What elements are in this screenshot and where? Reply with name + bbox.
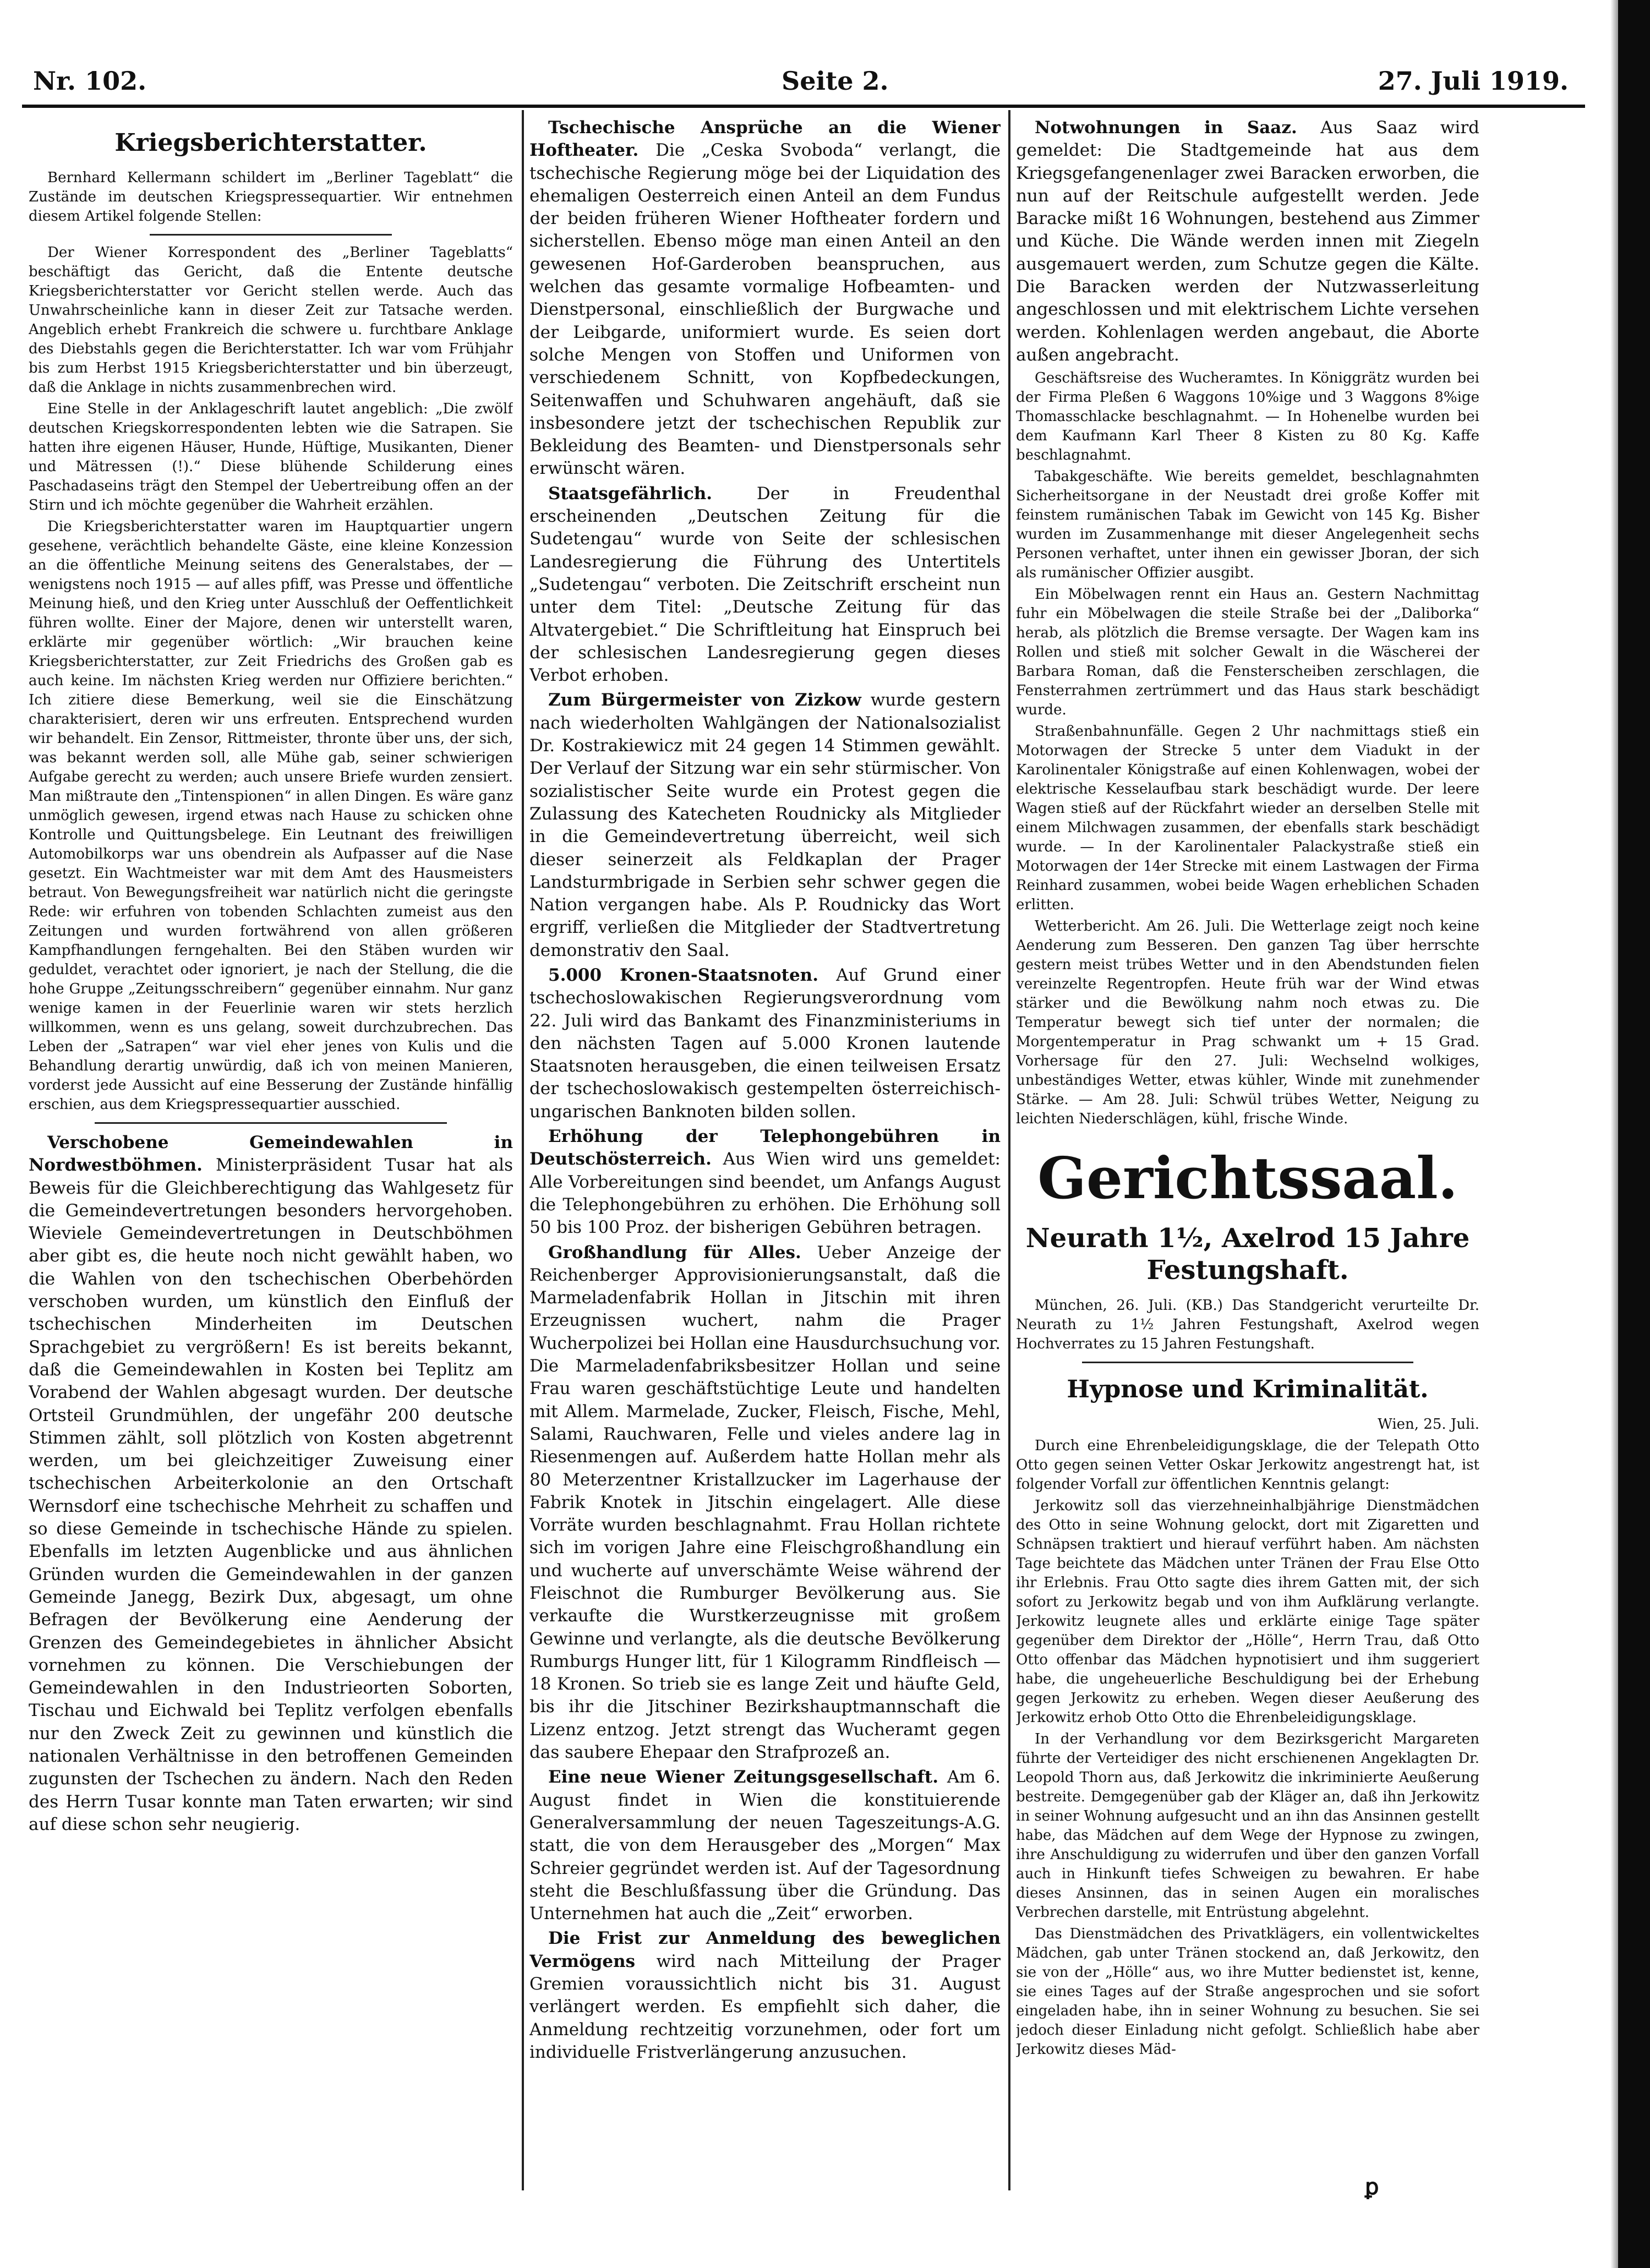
news-item: Straßenbahnunfälle. Gegen 2 Uhr nachmittags stieß ein Motorwagen der Strecke 5 unter dem Viadukt in der Karolinentaler Königstraße auf einen Kohlenwagen, wobei der elektrische Kesselaufbau stark beschädigt wurde. Der leere Wagen stieß auf der Rückfahrt wieder an derselben Stelle mit einem Milchwagen zusammen, der ebenfalls stark beschädigt wurde. — In der Karolinentaler Palackystraße stieß ein Motorwagen der 14er Strecke mit einem Lastwagen der Firma Reinhard zusammen, wobei beide Wagen erheblichen Schaden erlitten. <box>1016 723 1479 914</box>
article-body: Ministerpräsident Tusar hat als Beweis für die Gleichberechtigung das Wahlgesetz für die Gemeindevertretungen besonders hervorgehoben. Wieviele Gemeindevertretungen in Deutschböhmen aber gibt es, die heute noch nicht gewählt haben, wo die Wahlen von den tschechischen Oberbehörden verschoben wurden, um künstlich den Einfluß der tschechischen Minderheiten im Deutschen Sprachgebiet zu vergrößern! Es ist bereits bekannt, daß die Gemeindewahlen in Kosten bei Teplitz am Vorabend der Wahlen abgesagt wurden. Der deutsche Ortsteil Grundmühlen, der ungefähr 200 deutsche Stimmen zählt, soll plötzlich von Kosten abgetrennt werden, um bei gleichzeitiger Zuweisung einer tschechischen Arbeiterkolonie an den Ortschaft Wernsdorf eine tschechische Mehrheit zu schaffen und so diese Gemeinde in tschechische Hände zu spielen. Ebenfalls im letzten Augenblicke und aus ähnlichen Gründen wurden die Gemeindewahlen in der ganzen Gemeinde Janegg, Bezirk Dux, abgesagt, um ohne Befragen der Bevölkerung eine Aenderung der Grenzen des Gemeindegebietes in ähnlicher Absicht vornehmen zu können. Die Verschiebungen der Gemeindewahlen in den Industrieorten Soborten, Tischau und Eichwald bei Teplitz verfolgen ebenfalls nur den Zweck Zeit zu gewinnen und künstlich die nationalen Verhältnisse in den betroffenen Gemeinden zugunsten der Tschechen zu ändern. Nach den Reden des Herrn Tusar konnte man Taten erwarten; wir sind auf diese schon sehr neugierig. <box>29 1155 513 1834</box>
article-body: München, 26. Juli. (KB.) Das Standgericht verurteilte Dr. Neurath zu 1½ Jahren Festungshaft, Axelrod wegen Hochverrates zu 15 Jahren Festungshaft. <box>1016 1297 1479 1353</box>
dateline: Wien, 25. Juli. <box>1378 1416 1479 1433</box>
article-body: Ueber Anzeige der Reichenberger Approvisionierungsanstalt, daß die Marmeladenfabrik Hollan in Jitschin mit ihren Erzeugnissen wuchert, nahm die Prager Wucherpolizei bei Hollan eine Hausdurchsuchung vor. Die Marmeladenfabriksbesitzer Hollan und seine Frau waren geschäftstüchtige Leute und handelten mit Allem. Marmelade, Zucker, Fleisch, Fische, Mehl, Salami, Rauchwaren, Felle und vieles andere lag in Riesenmengen auf. Außerdem hatte Hollan mehr als 80 Meterzentner Kristallzucker im Lagerhause der Fabrik Knotek in Jitschin eingelagert. Alle diese Vorräte wurden beschlagnahmt. Frau Hollan richtete sich im vorigen Jahre eine Fleischgroßhandlung ein und wucherte auf unverschämte Weise während der Fleischnot die Rumburger Bevölkerung aus. Sie verkaufte die Wurstkerzeugnisse mit großem Gewinne und verlangte, als die deutsche Bevölkerung Rumburgs Hunger litt, für 1 Kilogramm Rindfleisch — 18 Kronen. So trieb sie es lange Zeit und häufte Geld, bis ihr die Jitschiner Bezirkshauptmannschaft die Lizenz entzog. Jetzt strengt das Wucheramt gegen das saubere Ehepaar den Strafprozeß an. <box>529 1242 1001 1763</box>
article-lead: Die Frist zur Anmeldung des beweglichen Vermögens <box>529 1928 1001 1971</box>
article-lead: Eine neue Wiener Zeitungsgesellschaft. <box>548 1767 938 1788</box>
article-paragraph: Jerkowitz soll das vierzehneinhalbjährige Dienstmädchen des Otto in seine Wohnung gelockt, dort mit Zigaretten und Schnäpsen traktiert und hierauf verführt haben. Am nächsten Tage beichtete das Mädchen unter Tränen der Frau Else Otto ihr Erlebnis. Frau Otto sagte dies ihrem Gatten mit, der sich sofort zu Jerkowitz begab und von ihm Aufklärung verlangte. Jerkowitz leugnete alles und erklärte einige Tage später gegenüber dem Direktor der „Hölle“, Herrn Trau, daß Otto Otto offenbar das Mädchen hypnotisiert und ihm suggeriert habe, die ungeheuerliche Beschuldigung bei der Erhebung gegen Jerkowitz zu erheben. Wegen dieser Aeußerung des Jerkowitz erhob Otto Otto die Ehrenbeleidigungsklage. <box>1016 1498 1479 1726</box>
article-zizkow <box>529 689 1001 962</box>
article-body: Aus Saaz wird gemeldet: Die Stadtgemeinde hat aus dem Kriegsgefangenenlager zwei Baracken erworben, die nun auf der Reitschule aufgestellt werden. Jede Baracke mißt 16 Wohnungen, bestehend aus Zimmer und Küche. Die Wände werden innen mit Ziegeln ausgemauert werden, zum Schutze gegen die Kälte. Die Baracken werden der Nutzwasserleitung angeschlossen und mit elektrischem Lichte versehen werden. Kohlenlagen werden angebaut, die Aborte außen angebracht. <box>1016 118 1479 365</box>
article-paragraph: Der Wiener Korrespondent des „Berliner Tageblatts“ beschäftigt das Gericht, daß die Entente deutsche Kriegsberichterstatter vor Gericht stellen werde. Auch das Unwahrscheinliche kann in dieser Zeit zur Tatsache werden. Angeblich erhebt Frankreich die schwere u. furchtbare Anklage des Diebstahls gegen die Berichterstatter. Ich war vom Frühjahr bis zum Herbst 1915 Kriegsberichterstatter und bin überzeugt, daß die Anklage in nichts zusammenbrechen wird. <box>29 244 513 396</box>
article-zeitungsgesellschaft <box>529 1766 1001 1925</box>
news-item: Ein Möbelwagen rennt ein Haus an. Gestern Nachmittag fuhr ein Möbelwagen die steile Straße bei der „Daliborka“ herab, als plötzlich die Bremse versagte. Der Wagen kam ins Rollen und stieß mit solcher Gewalt in die Wäscherei der Barbara Roman, daß die Fensterscheiben zerschlagen, die Fensterrahmen zertrümmert und das Haus stark beschädigt wurde. <box>1016 586 1479 719</box>
article-staatsgefaehrlich <box>529 483 1001 687</box>
printer-mark: ꝑ <box>1365 2174 1379 2200</box>
article-staatsnoten <box>529 964 1001 1123</box>
article-nordwestboehmen <box>29 1132 513 1836</box>
column-1 <box>29 117 513 2175</box>
article-body: Aus Wien wird uns gemeldet: Alle Vorbereitungen sind beendet, um Anfangs August die Telephongebühren zu erhöhen. Die Erhöhung soll 50 bis 100 Proz. der bisherigen Gebühren betragen. <box>529 1149 1001 1238</box>
column-2 <box>529 117 1001 2175</box>
divider <box>95 1122 447 1124</box>
article-body: wird nach Mitteilung der Prager Gremien voraussichtlich nicht bis 31. August verlängert werden. Es empfiehlt sich daher, die Anmeldung rechtzeitig vorzunehmen, oder fort um individuelle Fristverlängerung anzusuchen. <box>529 1951 1001 2062</box>
issue-date: 27. Juli 1919. <box>1378 66 1569 96</box>
headline-hypnose: Hypnose und Kriminalität. <box>1067 1375 1429 1404</box>
article-body: Die „Ceska Svoboda“ verlangt, die tschechische Regierung möge bei der Liquidation des ehemaligen Oesterreich einen Anteil an dem Fundus der beiden früheren Wiener Hoftheater fordern und sicherstellen. Ebenso möge man einen Anteil an den gewesenen Hof-Garderoben beanspruchen, aus welchen das gesamte vormalige Hofbeamten- und Dienstpersonal, einschließlich der Burgwache und der Leibgarde, uniformiert wurde. Es seien dort solche Mengen von Stoffen und Uniformen von verschiedenem Schnitt, von Kopfbedeckungen, Seitenwaffen und Schuhwaren angehäuft, daß sie insbesondere jetzt der tschechischen Republik zur Bekleidung des Beamten- und Dienstpersonals sehr erwünscht wären. <box>529 140 1001 479</box>
article-lead: Tschechische Ansprüche an die Wiener Hoftheater. <box>529 118 1001 161</box>
header-rule <box>22 105 1585 108</box>
article-lead: 5.000 Kronen-Staatsnoten. <box>548 965 819 985</box>
scan-edge <box>1618 0 1650 2268</box>
scan-shadow <box>1610 0 1618 2268</box>
article-lead: Verschobene Gemeindewahlen in Nordwestböhmen. <box>29 1133 513 1176</box>
divider <box>1082 1362 1413 1363</box>
article-lead: Staatsgefährlich. <box>548 483 713 504</box>
article-body: Am 6. August findet in Wien die konstituierende Generalversammlung der neuen Tageszeitungs-A.G. statt, die von dem Herausgeber des „Morgen“ Max Schreier gegründet werden ist. Auf der Tagesordnung steht die Beschlußfassung über die Gründung. Das Unternehmen hat auch die „Zeit“ erworben. <box>529 1767 1001 1924</box>
article-paragraph: Eine Stelle in der Anklageschrift lautet angeblich: „Die zwölf deutschen Kriegskorrespondenten lebten wie die Satrapen. Sie hatten ihre eigenen Häuser, Hunde, Hüftige, Musikanten, Diener und Mätressen (!).“ Diese blühende Schilderung eines Paschadaseins trägt den Stempel der Uebertreibung offen an der Stirn und ich möchte gegenüber die Wahrheit erzählen. <box>29 401 513 513</box>
headline-neurath-axelrod: Neurath 1½, Axelrod 15 Jahre Festungshaft. <box>1025 1223 1470 1286</box>
article-body: wurde gestern nach wiederholten Wahlgängen der Nationalsozialist Dr. Kostrakiewicz mit 24 gegen 14 Stimmen gewählt. Der Verlauf der Sitzung war ein sehr stürmischer. Von sozialistischer Seite wurde ein Protest gegen die Zulassung des Katecheten Roudnicky als Mitglieder in die Gemeindevertretung überreicht, weil sich dieser seinerzeit als Feldkaplan der Prager Landsturmbrigade in Serbien sehr schwer gegen die Nation vergangen habe. Als P. Roudnicky das Wort ergriff, verließen die Mitglieder der Stadtvertretung demonstrativ den Saal. <box>529 690 1001 960</box>
article-intro: Bernhard Kellermann schildert im „Berliner Tageblatt“ die Zustände im deutschen Kriegspressequartier. Wir entnehmen diesem Artikel folgende Stellen: <box>29 170 513 225</box>
article-frist <box>529 1927 1001 2064</box>
article-telephon <box>529 1125 1001 1239</box>
issue-number: Nr. 102. <box>33 66 147 96</box>
article-notwohnungen <box>1016 117 1479 367</box>
article-paragraph: Durch eine Ehrenbeleidigungsklage, die der Telepath Otto Otto gegen seinen Vetter Oskar Jerkowitz angestrengt hat, ist folgender Vorfall zur öffentlichen Kenntnis gelangt: <box>1016 1438 1479 1493</box>
column-divider-1 <box>522 110 524 2190</box>
page-number: Seite 2. <box>782 66 889 96</box>
weather-report: Wetterbericht. Am 26. Juli. Die Wetterlage zeigt noch keine Aenderung zum Besseren. Den ganzen Tag über herrschte gestern meist trübes Wetter und in den Abendstunden fielen vereinzelte Regentropfen. Heute früh war der Wind etwas stärker und die Bewölkung nahm noch etwas zu. Die Temperatur bewegt sich tief unter der normalen; die Morgentemperatur in Prag schwankt um + 15 Grad. Vorhersage für den 27. Juli: Wechselnd wolkiges, unbeständiges Wetter, etwas kühler, Winde mit zunehmender Stärke. — Am 28. Juli: Schwül trübes Wetter, Neigung zu leichten Niederschlägen, kühl, frische Winde. <box>1016 918 1479 1128</box>
article-lead: Erhöhung der Telephongebühren in Deutschösterreich. <box>529 1127 1001 1169</box>
article-paragraph: Die Kriegsberichterstatter waren im Hauptquartier ungern gesehene, verächtlich behandelte Gäste, eine kleine Konzession an die öffentliche Meinung seitens des Generalstabes, der — wenigstens noch 1915 — auf alles pfiff, was Presse und öffentliche Meinung hieß, und den Krieg unter Ausschluß der Oeffentlichkeit führen wollte. Einer der Majore, denen wir unterstellt waren, erklärte mir gegenüber wörtlich: „Wir brauchen keine Kriegsberichterstatter, zur Zeit Friedrichs des Großen gab es auch keine. Im nächsten Krieg werden nur Offiziere berichten.“ Ich zitiere diese Bemerkung, weil sie die Einschätzung charakterisiert, deren wir uns erfreuten. Entsprechend wurden wir behandelt. Ein Zensor, Rittmeister, thronte über uns, der sich, was bekannt werden soll, alle Mühe gab, seiner schwierigen Aufgabe gerecht zu werden; auch unsere Briefe wurden zensiert. Man mißtraute den „Tintenspionen“ in allen Dingen. Es wäre ganz unmöglich gewesen, irgend etwas nach Hause zu schicken ohne Kontrolle und Quittungsbelege. Ein Leutnant des freiwilligen Automobilkorps war uns obendrein als Aufpasser auf die Nase gesetzt. Ein Wachtmeister war mit dem Amt des Hausmeisters betraut. Von Bewegungsfreiheit war natürlich nicht die geringste Rede: wir erfuhren von tobenden Schlachten zumeist aus den Zeitungen und wurden fortwährend von allen größeren Kampfhandlungen ferngehalten. Bei den Stäben wurden wir geduldet, verachtet oder ignoriert, je nach der Stellung, die die hohe Gruppe „Zeitungsschreibern“ gegenüber einnahm. Nur ganz wenige kamen in der Feuerlinie waren wir stets herzlich willkommen, wenn es uns gelang, soweit durchzubrechen. Das Leben der „Satrapen“ war viel eher jenes von Kulis und die Behandlung derartig unwürdig, daß ich von meinen Manieren, vorderst jede Aussicht auf eine Besserung der Zustände hinfällig erschien, aus dem Kriegspressequartier ausschied. <box>29 518 513 1113</box>
article-paragraph: In der Verhandlung vor dem Bezirksgericht Margareten führte der Verteidiger des nicht erschienenen Angeklagten Dr. Leopold Thorn aus, daß Jerkowitz die inkriminierte Aeußerung bestreite. Demgegenüber gab der Kläger an, daß ihn Jerkowitz in seiner Wohnung aufgesucht und an ihn das Ansinnen gestellt habe, das Mädchen auf dem Wege der Hypnose zu zwingen, ihre Anschuldigung zu widerrufen und über den ganzen Vorfall auch in Hinkunft tiefes Schweigen zu bewahren. Er habe dieses Ansinnen, das in seinen Augen ein moralisches Verbrechen darstelle, mit Entrüstung abgelehnt. <box>1016 1731 1479 1921</box>
article-lead: Notwohnungen in Saaz. <box>1035 118 1297 138</box>
divider <box>150 234 392 236</box>
column-divider-2 <box>1008 110 1010 2190</box>
article-body: Auf Grund einer tschechoslowakischen Regierungsverordnung vom 22. Juli wird das Bankamt des Finanzministeriums in den nächsten Tagen auf 5.000 Kronen lautende Staatsnoten herausgeben, die einen teilweisen Ersatz der tschechoslowakisch gestempelten österreichisch-ungarischen Banknoten bilden sollen. <box>529 965 1001 1122</box>
news-item: Geschäftsreise des Wucheramtes. In Königgrätz wurden bei der Firma Pleßen 6 Waggons 10%ige und 3 Waggons 8%ige Thomasschlacke beschlagnahmt. — In Hohenelbe wurden bei dem Kaufmann Karl Theer 8 Kisten zu 80 Kg. Kaffe beschlagnahmt. <box>1016 370 1479 464</box>
article-lead: Zum Bürgermeister von Zizkow <box>548 690 861 711</box>
news-item: Tabakgeschäfte. Wie bereits gemeldet, beschlagnahmten Sicherheitsorgane in der Neustadt drei große Koffer mit feinstem rumänischen Tabak im Gewicht von 145 Kg. Bisher wurden im Zusammenhange mit dieser Angelegenheit sechs Personen verhaftet, unter ihnen ein gewisser Jboran, der sich als rumänischer Offizier ausgibt. <box>1016 468 1479 582</box>
article-hoftheater <box>529 117 1001 480</box>
article-grosshandlung <box>529 1242 1001 1764</box>
article-paragraph: Das Dienstmädchen des Privatklägers, ein vollentwickeltes Mädchen, gab unter Tränen stockend an, daß Jerkowitz, den sie von der „Hölle“ aus, wo ihre Mutter bedienstet ist, kenne, sie eines Tages auf der Straße angesprochen und sie sofort eingeladen habe, ihn in seiner Wohnung zu besuchen. Sie sei jedoch dieser Einladung nicht gefolgt. Schließlich habe aber Jerkowitz dieses Mäd- <box>1016 1926 1479 2058</box>
article-lead: Großhandlung für Alles. <box>548 1242 801 1263</box>
article-body: Der in Freudenthal erscheinenden „Deutschen Zeitung für die Sudetengau“ wurde von Seite der schlesischen Landesregierung die Führung des Untertitels „Sudetengau“ verboten. Die Zeitschrift erscheint nun unter dem Titel: „Deutsche Zeitung für das Altvatergebiet.“ Die Schriftleitung hat Einspruch bei der schlesischen Landesregierung gegen dieses Verbot erhoben. <box>529 483 1001 686</box>
section-title-gerichtssaal: Gerichtssaal. <box>1037 1144 1458 1212</box>
article-title-kriegsberichterstatter: Kriegsberichterstatter. <box>114 129 427 157</box>
column-3 <box>1016 117 1479 2175</box>
